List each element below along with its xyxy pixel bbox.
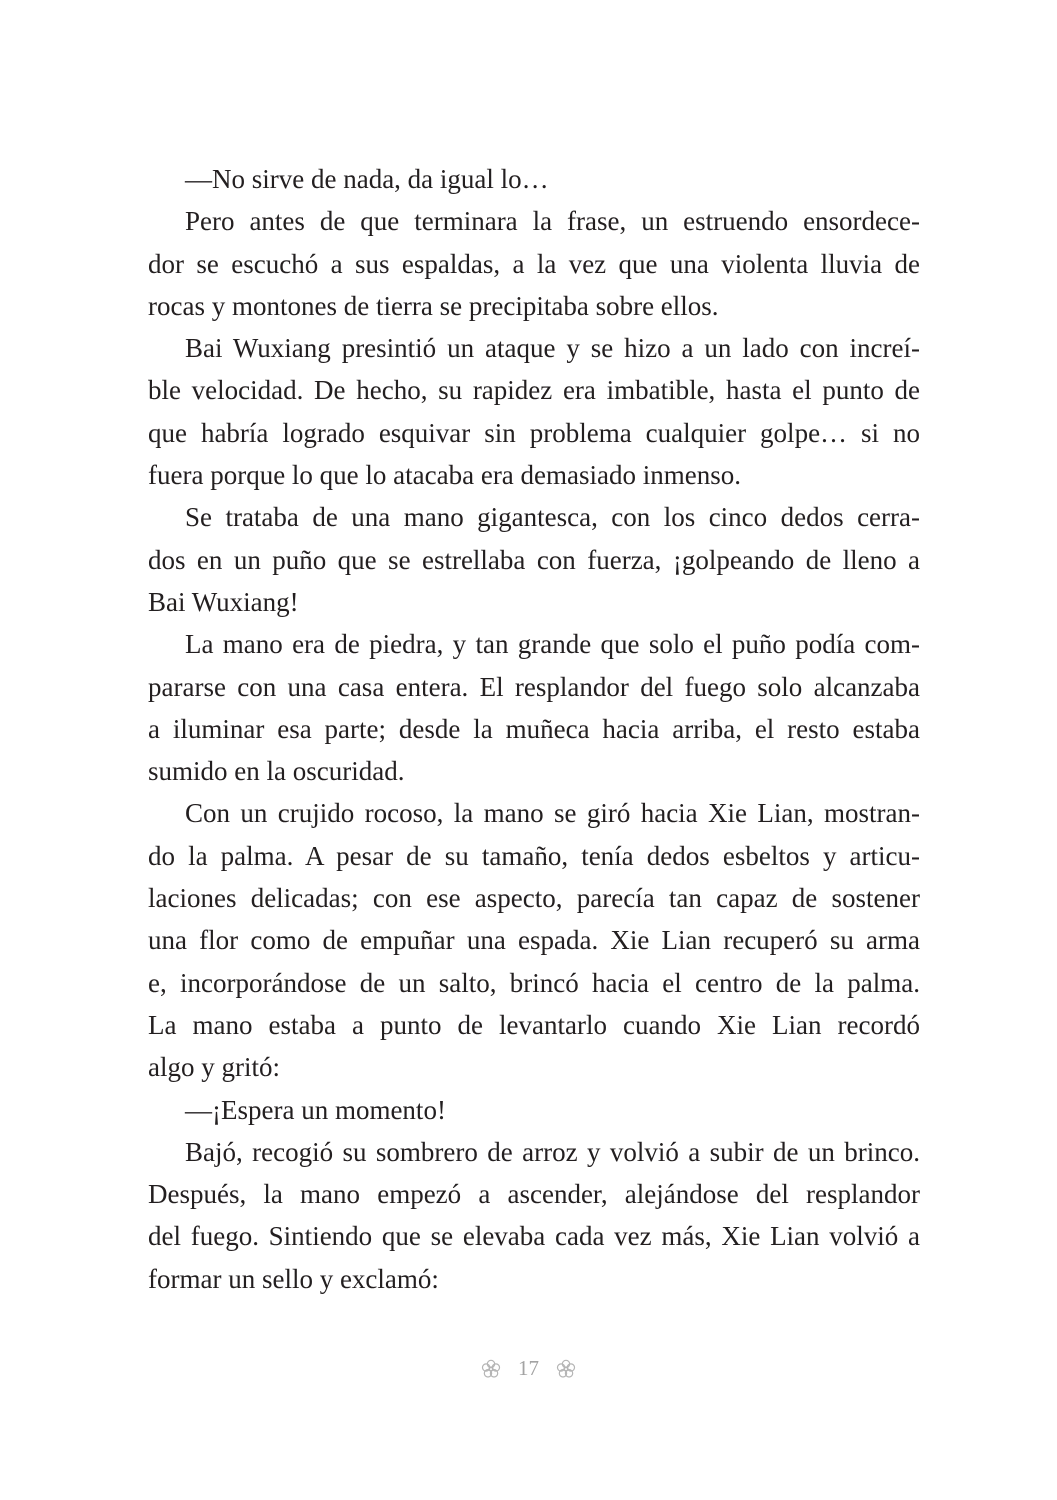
flower-ornament-icon [555, 1358, 577, 1380]
text-line: Bai Wuxiang! [148, 586, 299, 617]
text-line: formar un sello y exclamó: [148, 1263, 439, 1294]
text-line: Pero antes de que terminara la frase, un estruendo ensordece- [185, 206, 920, 237]
text-line: a iluminar esa parte; desde la muñeca hacia arriba, el resto estaba [148, 713, 920, 744]
text-line: La mano era de piedra, y tan grande que solo el puño podía com- [185, 629, 920, 660]
text-line: La mano estaba a punto de levantarlo cuando Xie Lian recordó [148, 1009, 920, 1040]
text-line: —No sirve de nada, da igual lo… [185, 164, 549, 194]
text-line: una flor como de empuñar una espada. Xie Lian recuperó su arma [148, 925, 920, 956]
flower-ornament-icon [480, 1358, 502, 1380]
text-line: pararse con una casa entera. El resplandor del fuego solo alcanzaba [148, 671, 920, 702]
page-footer [0, 1356, 1057, 1381]
text-line: sumido en la oscuridad. [148, 756, 405, 787]
text-line: dor se escuchó a sus espaldas, a la vez que una violenta lluvia de [148, 248, 920, 279]
text-line: laciones delicadas; con ese aspecto, parecía tan capaz de sostener [148, 883, 920, 914]
text-line: Se trataba de una mano gigantesca, con los cinco dedos cerra- [185, 502, 920, 533]
text-line: Bajó, recogió su sombrero de arroz y volvió a subir de un brinco. [185, 1136, 920, 1167]
text-line: que habría logrado esquivar sin problema cualquier golpe… si no [148, 417, 920, 448]
text-line: del fuego. Sintiendo que se elevaba cada vez más, Xie Lian volvió a [148, 1221, 920, 1252]
text-line: rocas y montones de tierra se precipitaba sobre ellos. [148, 290, 719, 321]
body-text [148, 158, 920, 1300]
text-line: e, incorporándose de un salto, brincó hacia el centro de la palma. [148, 967, 920, 998]
text-line: Con un crujido rocoso, la mano se giró hacia Xie Lian, mostran- [185, 798, 920, 829]
text-line: Después, la mano empezó a ascender, alejándose del resplandor [148, 1179, 920, 1210]
text-line: fuera porque lo que lo atacaba era demasiado inmenso. [148, 460, 741, 491]
text-line: do la palma. A pesar de su tamaño, tenía dedos esbeltos y articu- [148, 840, 920, 871]
text-line: ble velocidad. De hecho, su rapidez era imbatible, hasta el punto de [148, 375, 920, 406]
text-line: Bai Wuxiang presintió un ataque y se hizo a un lado con increí- [185, 333, 920, 364]
text-line: algo y gritó: [148, 1052, 280, 1083]
text-line: dos en un puño que se estrellaba con fuerza, ¡golpeando de lleno a [148, 544, 920, 575]
text-line: —¡Espera un momento! [185, 1094, 446, 1125]
page-number: 17 [518, 1356, 539, 1380]
